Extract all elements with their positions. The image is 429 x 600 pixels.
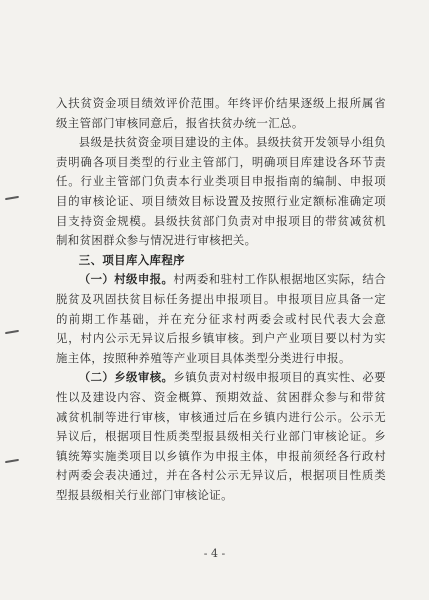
section-heading-storage-procedure: 三、项目库入库程序 xyxy=(78,252,185,267)
paragraph-lead-village: （一）村级申报。 xyxy=(78,272,174,287)
paragraph-township-review xyxy=(56,368,386,505)
paragraph-body-village: 村两委和驻村工作队根据地区实际，结合脱贫及巩固扶贫目标任务提出申报项目。申报项目应具备一定的前期工作基础，并在充分征求村两委会或村民代表大会意见，村内公示无异议后报乡镇审核。到户产业项目要以村为实施主体，按照种养殖等产业项目具体类型分类进行申报。 xyxy=(56,272,386,365)
paragraph-body-township: 乡镇负责对村级申报项目的真实性、必要性以及建设内容、资金概算、预期效益、贫困群众参与和带贫减贫机制等进行审核，审核通过后在乡镇内进行公示。公示无异议后，根据项目性质类型报县级相关行业部门审核论证。乡镇统筹实施类项目以乡镇作为申报主体，申报前须经各行政村村两委会表决通过，并在各村公示无异议后，根据项目性质类型报县级相关行业部门审核论证。 xyxy=(56,370,386,502)
paragraph-continuation: 入扶贫资金项目绩效评价范围。年终评价结果逐级上报所属省级主管部门审核同意后，报省扶贫办统一汇总。 xyxy=(56,96,386,130)
paragraph-county-responsibility: 县级是扶贫资金项目建设的主体。县级扶贫开发领导小组负责明确各项目类型的行业主管部门，明确项目库建设各环节责任。行业主管部门负责本行业类项目申报指南的编制、申报项目的审核论证、项目绩效目标设置及按照行业定额标准确定项目支持资金规模。县级扶贫部门负责对申报项目的带贫减贫机制和贫困群众参与情况进行审核把关。 xyxy=(56,135,386,248)
binder-hole-mark xyxy=(5,459,19,463)
binder-hole-mark xyxy=(5,196,19,200)
document-body xyxy=(56,94,386,505)
paragraph-lead-township: （二）乡级审核。 xyxy=(78,370,174,385)
paragraph-village-application xyxy=(56,270,386,368)
binder-hole-mark xyxy=(5,330,19,334)
page-number: - 4 - xyxy=(203,547,226,560)
